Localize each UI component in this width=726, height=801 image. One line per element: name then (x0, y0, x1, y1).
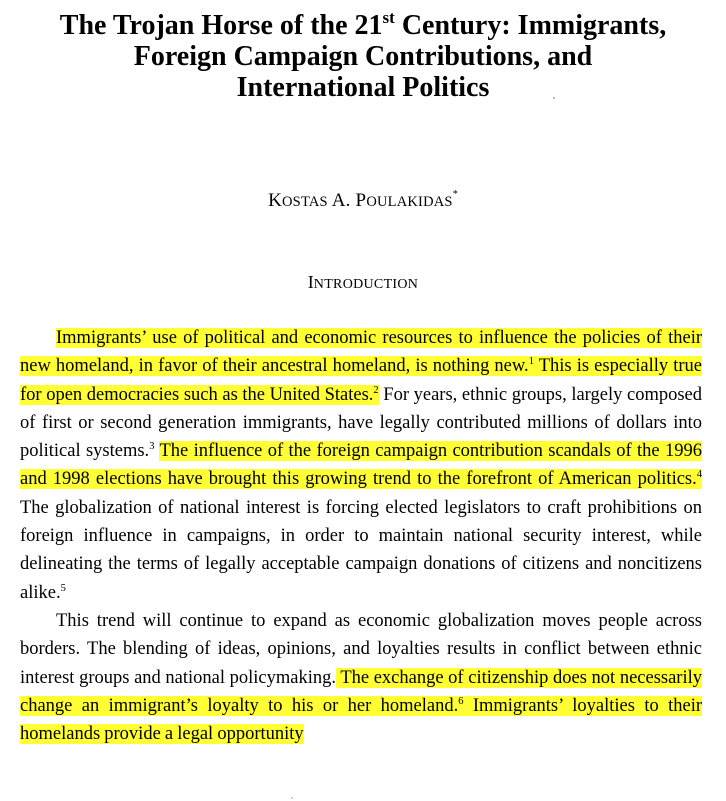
plain-text: This trend will continue to expand as economic globalization moves people across borders. The blending of ideas, opinions, and loyalties results in conflict between ethnic interest groups and national policymaking. (20, 610, 702, 688)
plain-text: For years, ethnic groups, largely composed of first or second generation immigrants, have legally contributed millions of dollars into political systems. (20, 384, 702, 462)
plain-text: The globalization of national interest is forcing elected legislators to craft prohibitions on foreign influence in campaigns, in order to maintain national security interest, while delineating the terms of legally acceptable campaign donations of citizens and noncitizens alike. (20, 497, 702, 603)
highlighted-text: The exchange of citizenship does not necessarily change an immigrant’s loyalty to his or her homeland.$^6$ Immigrants’ loyalties to their homelands provide a legal opportunity (20, 667, 703, 745)
scan-speck (291, 797, 293, 799)
author-byline: KOSTAS A. POULAKIDAS* (268, 188, 458, 211)
footnote-ref[interactable]: 3 (149, 441, 155, 453)
section-heading: INTRODUCTION (307, 272, 419, 292)
title-line-2: Foreign Campaign Contributions, and (133, 41, 593, 72)
highlighted-text: Immigrants’ use of political and economic resources to influence the policies of their new homeland, in favor of their ancestral homeland, is nothing new.$^1$ This is especially true for open democracies such as the United States.$^2$ (20, 328, 703, 405)
footnote-ref[interactable]: 4 (696, 469, 702, 481)
scan-speck (553, 97, 555, 99)
author-footnote-marker: * (452, 188, 458, 200)
article-title (0, 7, 726, 103)
footnote-ref[interactable]: 5 (60, 582, 66, 594)
paragraph-1 (20, 324, 702, 607)
paragraph-2 (20, 607, 702, 748)
highlighted-text: The influence of the foreign campaign contribution scandals of the 1996 and 1998 elections have brought this growing trend to the forefront of American politics.$^4$ (20, 441, 702, 490)
body-text (20, 324, 702, 748)
footnote-ref[interactable]: 1 (528, 356, 534, 368)
footnote-ref[interactable]: 2 (373, 384, 379, 396)
title-line-3: International Politics (236, 72, 490, 103)
title-line-1: The Trojan Horse of the 21st Century: Immigrants, (59, 7, 667, 41)
footnote-ref[interactable]: 6 (458, 695, 464, 707)
